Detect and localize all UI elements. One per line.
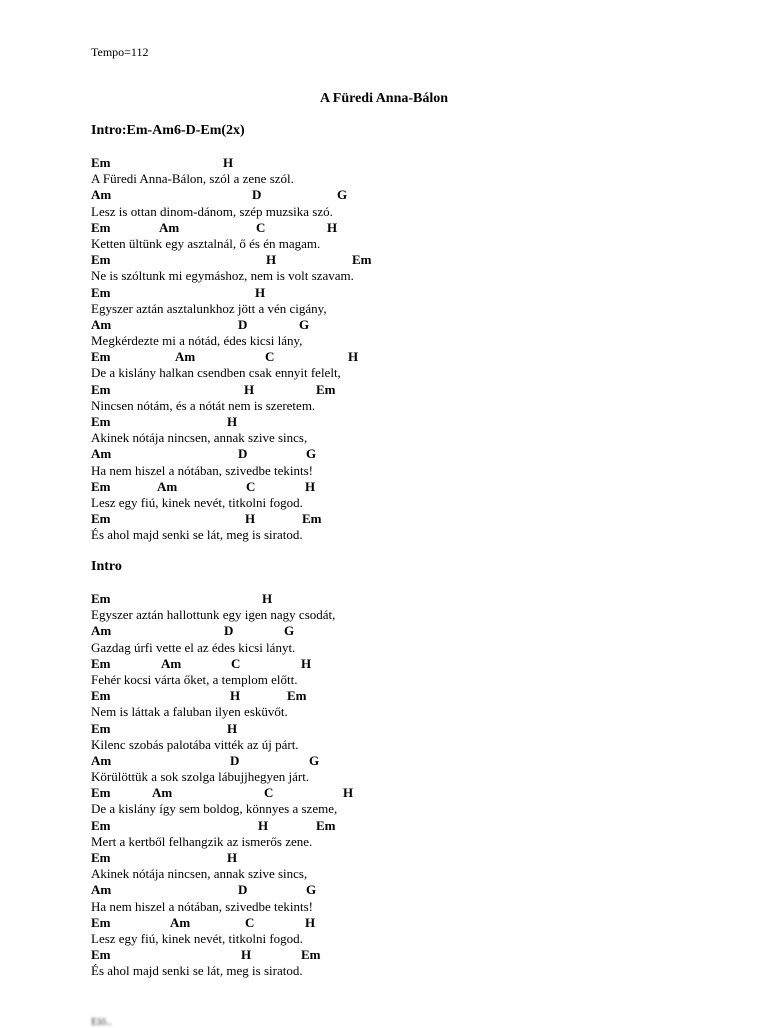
chord: C — [265, 349, 275, 365]
lyric-line: De a kislány így sem boldog, könnyes a szeme, — [91, 801, 338, 817]
chord: Em — [352, 252, 372, 268]
chord: Em — [91, 720, 111, 736]
lyric-line: Ha nem hiszel a nótában, szivedbe tekints! — [91, 462, 314, 478]
chord-row — [91, 511, 691, 527]
chord: Em — [301, 947, 321, 963]
chord: Em — [91, 817, 111, 833]
lyric-line: Ketten ültünk egy asztalnál, ő és én magam. — [91, 235, 321, 251]
chord: Em — [91, 219, 111, 235]
lyric-line: Mert a kertből felhangzik az ismerős zene. — [91, 833, 313, 849]
chord: Am — [175, 349, 196, 365]
chord: D — [224, 623, 234, 639]
lyric-line: És ahol majd senki se lát, meg is siratod. — [91, 963, 303, 979]
chord: G — [306, 882, 317, 898]
chord: H — [241, 947, 252, 963]
verse-block-2 — [91, 591, 691, 980]
chord: D — [238, 316, 248, 332]
lyric-line: Egyszer aztán hallottunk egy igen nagy csodát, — [91, 607, 336, 623]
lyric-line: Ne is szóltunk mi egymáshoz, nem is volt szavam. — [91, 268, 354, 284]
chord: Em — [316, 817, 336, 833]
chord-row — [91, 479, 691, 495]
chord-row — [91, 818, 691, 834]
chord-row — [91, 721, 691, 737]
chord: Em — [91, 478, 111, 494]
verse-block-1 — [91, 155, 691, 544]
lyric-line: Kilenc szobás palotába vitték az új párt. — [91, 736, 299, 752]
chord: H — [227, 720, 238, 736]
chord: Em — [91, 655, 111, 671]
chord-row — [91, 688, 691, 704]
chord: G — [337, 187, 348, 203]
chord-row — [91, 252, 691, 268]
chord: Am — [91, 752, 112, 768]
chord-row — [91, 317, 691, 333]
chord: H — [348, 349, 359, 365]
chord-row — [91, 591, 691, 607]
chord: Am — [91, 623, 112, 639]
lyric-line: De a kislány halkan csendben csak ennyit felelt, — [91, 365, 341, 381]
chord: H — [262, 591, 273, 606]
lyric-line: A Füredi Anna-Bálon, szól a zene szól. — [91, 171, 294, 187]
chord: H — [227, 850, 238, 865]
chord-row — [91, 882, 691, 898]
lyric-line: Egyszer aztán asztalunkhoz jött a vén cigány, — [91, 300, 327, 316]
chord-row — [91, 220, 691, 236]
chord: G — [309, 752, 320, 768]
lyric-line: Lesz is ottan dinom-dánom, szép muzsika szó. — [91, 203, 333, 219]
chord: Am — [91, 882, 112, 898]
chord-row — [91, 187, 691, 203]
chord: H — [327, 219, 338, 235]
lyric-line: Nem is láttak a faluban ilyen esküvőt. — [91, 704, 288, 720]
chord: C — [264, 785, 274, 801]
chord: H — [305, 478, 316, 494]
chord-row — [91, 349, 691, 365]
chord: H — [255, 284, 266, 300]
chord: H — [301, 655, 312, 671]
chord: Am — [161, 655, 182, 671]
lyric-line: Akinek nótája nincsen, annak szive sincs, — [91, 430, 308, 446]
chord-row — [91, 285, 691, 301]
chord: Em — [91, 252, 111, 268]
chord-row — [91, 850, 691, 866]
chord: Am — [91, 316, 112, 332]
chord: Am — [91, 446, 112, 462]
chord: Em — [91, 914, 111, 930]
lyric-line: Fehér kocsi várta őket, a templom előtt. — [91, 671, 298, 687]
chord-row — [91, 414, 691, 430]
chord-row — [91, 947, 691, 963]
chord: Em — [91, 947, 111, 963]
chord: H — [230, 688, 241, 704]
chord: Am — [170, 914, 191, 930]
chord: Em — [91, 850, 111, 865]
chord: Am — [91, 187, 112, 203]
chord-row — [91, 155, 691, 171]
song-title: A Füredi Anna-Bálon — [319, 91, 449, 106]
chord: Em — [91, 381, 111, 397]
chord: G — [306, 446, 317, 462]
chord: Em — [91, 511, 111, 527]
lyric-line: Lesz egy fiú, kinek nevét, titkolni fogod. — [91, 494, 303, 510]
chord: C — [246, 478, 256, 494]
chord: C — [245, 914, 255, 930]
chord: D — [238, 882, 248, 898]
chord: H — [305, 914, 316, 930]
tempo-label: Tempo=112 — [91, 45, 149, 59]
chord: G — [299, 316, 310, 332]
page-footer: Elő.. — [91, 1016, 112, 1028]
chord: Em — [91, 688, 111, 704]
chord: Em — [91, 155, 111, 170]
chord: Em — [91, 414, 111, 429]
chord: Em — [91, 349, 111, 365]
chord: C — [256, 219, 266, 235]
chord: C — [231, 655, 241, 671]
chord: D — [238, 446, 248, 462]
lyric-line: Nincsen nótám, és a nótát nem is szeretem. — [91, 397, 316, 413]
lyric-line: Megkérdezte mi a nótád, édes kicsi lány, — [91, 333, 303, 349]
chord: D — [252, 187, 262, 203]
chord: G — [284, 623, 295, 639]
lyric-line: Gazdag úrfi vette el az édes kicsi lányt. — [91, 639, 296, 655]
chord: Em — [91, 284, 111, 300]
chord: Em — [302, 511, 322, 527]
chord-row — [91, 915, 691, 931]
chord: Am — [159, 219, 180, 235]
lyric-line: És ahol majd senki se lát, meg is siratod. — [91, 527, 303, 543]
lyric-line: Lesz egy fiú, kinek nevét, titkolni fogod. — [91, 930, 303, 946]
chord: Am — [152, 785, 173, 801]
intro-chords: Intro:Em-Am6-D-Em(2x) — [91, 123, 245, 138]
lyric-line: Akinek nótája nincsen, annak szive sincs, — [91, 866, 308, 882]
chord: D — [230, 752, 240, 768]
chord: H — [227, 414, 238, 429]
chord-row — [91, 382, 691, 398]
lyric-line: Ha nem hiszel a nótában, szivedbe tekints! — [91, 898, 314, 914]
chord-row — [91, 623, 691, 639]
chord: H — [245, 511, 256, 527]
chord: H — [258, 817, 269, 833]
chord-row — [91, 785, 691, 801]
chord: Em — [91, 785, 111, 801]
chord: H — [223, 155, 234, 170]
chord: Em — [287, 688, 307, 704]
chord-row — [91, 656, 691, 672]
chord: H — [244, 381, 255, 397]
lyric-line: Körülöttük a sok szolga lábujjhegyen járt. — [91, 769, 310, 785]
chord: Em — [91, 591, 111, 606]
chord: H — [266, 252, 277, 268]
chord-row — [91, 753, 691, 769]
chord: Em — [316, 381, 336, 397]
chord: Am — [157, 478, 178, 494]
intro-label: Intro — [91, 559, 122, 574]
chord: H — [343, 785, 354, 801]
chord-row — [91, 446, 691, 462]
